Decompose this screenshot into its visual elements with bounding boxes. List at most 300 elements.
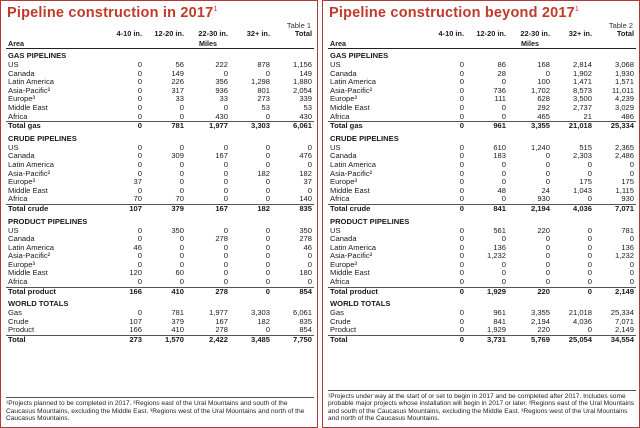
table-row bbox=[328, 278, 636, 287]
row-value: 2,303 bbox=[572, 152, 592, 161]
row-value: 0 bbox=[545, 160, 550, 169]
total-value: 379 bbox=[144, 204, 186, 213]
row-value: 0 bbox=[459, 252, 464, 261]
row-value: 48 bbox=[497, 186, 506, 195]
row-value: 2,365 bbox=[614, 143, 634, 152]
total-value: 0 bbox=[426, 287, 466, 296]
row-value: 930 bbox=[621, 195, 634, 204]
table-1-number: Table 1 bbox=[286, 21, 311, 30]
row-value: 0 bbox=[137, 235, 142, 244]
table-row bbox=[6, 278, 314, 287]
row-label: Africa bbox=[330, 112, 350, 121]
row-value: 430 bbox=[299, 112, 312, 121]
table-row bbox=[328, 161, 636, 170]
row-value: 2,054 bbox=[292, 86, 312, 95]
row-value: 0 bbox=[265, 178, 270, 187]
section-heading bbox=[6, 131, 314, 144]
row-value: 0 bbox=[587, 226, 592, 235]
column-header: 32+ in. bbox=[568, 29, 592, 38]
row-value: 0 bbox=[223, 226, 228, 235]
table-1-panel bbox=[0, 0, 318, 428]
row-value: 0 bbox=[545, 243, 550, 252]
row-value: 0 bbox=[137, 226, 142, 235]
row-value: 0 bbox=[587, 278, 592, 287]
row-value: 24 bbox=[541, 186, 550, 195]
row-label: US bbox=[330, 61, 341, 69]
row-label: Asia-Pacific² bbox=[330, 252, 373, 261]
row-value: 182 bbox=[257, 317, 270, 326]
table-row bbox=[6, 244, 314, 253]
row-label: Middle East bbox=[330, 269, 370, 278]
total-label: Total bbox=[6, 336, 104, 345]
table-row bbox=[6, 227, 314, 236]
row-label: Asia-Pacific² bbox=[8, 252, 51, 261]
row-value: 854 bbox=[299, 326, 312, 335]
total-label: Total product bbox=[6, 287, 104, 296]
row-value: 4,239 bbox=[614, 95, 634, 104]
table-row bbox=[328, 144, 636, 153]
row-value: 930 bbox=[537, 195, 550, 204]
row-value: 2,486 bbox=[614, 152, 634, 161]
header-blank bbox=[594, 39, 636, 49]
row-value: 0 bbox=[459, 160, 464, 169]
table-row bbox=[6, 61, 314, 70]
row-value: 0 bbox=[459, 278, 464, 287]
table-1-footnote: ¹Projects planned to be completed in 2017. ²Regions east of the Ural Mountains and south of the Caucasus Mountains, excluding the Middle East. ³Regions west of the Ural Mountains and north of the Caucasus Mountains. bbox=[6, 397, 314, 423]
row-value: 476 bbox=[299, 152, 312, 161]
table-2 bbox=[328, 29, 636, 345]
table-row bbox=[328, 61, 636, 70]
row-label: Latin America bbox=[8, 78, 55, 87]
row-value: 0 bbox=[587, 260, 592, 269]
row-value: 28 bbox=[497, 69, 506, 78]
row-value: 166 bbox=[129, 326, 142, 335]
row-value: 0 bbox=[545, 235, 550, 244]
row-value: 21 bbox=[583, 112, 592, 121]
section-heading bbox=[6, 49, 314, 62]
row-value: 0 bbox=[265, 278, 270, 287]
table-row bbox=[6, 269, 314, 278]
row-value: 53 bbox=[303, 103, 312, 112]
row-label: US bbox=[8, 61, 19, 69]
row-value: 0 bbox=[137, 186, 142, 195]
section-heading bbox=[6, 214, 314, 227]
row-label: US bbox=[330, 226, 341, 235]
total-value: 3,485 bbox=[230, 336, 272, 345]
table-row bbox=[6, 326, 314, 335]
row-value: 0 bbox=[587, 195, 592, 204]
total-value: 273 bbox=[104, 336, 144, 345]
table-1-title: Pipeline construction in 2017$^1$ bbox=[7, 5, 218, 21]
row-value: 0 bbox=[265, 260, 270, 269]
row-value: 120 bbox=[129, 269, 142, 278]
row-value: 0 bbox=[459, 195, 464, 204]
row-value: 3,303 bbox=[250, 309, 270, 318]
total-value: 781 bbox=[144, 122, 186, 131]
table-row bbox=[328, 235, 636, 244]
row-value: 0 bbox=[629, 269, 634, 278]
table-row bbox=[328, 178, 636, 187]
column-header: 12-20 in. bbox=[476, 29, 506, 38]
section-heading bbox=[328, 296, 636, 309]
total-row bbox=[6, 122, 314, 131]
row-value: 0 bbox=[179, 260, 184, 269]
total-value: 107 bbox=[104, 204, 144, 213]
row-value: 0 bbox=[223, 269, 228, 278]
row-value: 4,036 bbox=[572, 317, 592, 326]
row-value: 0 bbox=[179, 178, 184, 187]
header-blank bbox=[104, 39, 144, 49]
row-value: 339 bbox=[299, 95, 312, 104]
total-value: 1,977 bbox=[186, 122, 230, 131]
total-value: 841 bbox=[466, 204, 508, 213]
header-row bbox=[6, 29, 314, 39]
row-value: 21,018 bbox=[568, 309, 592, 318]
row-label: Latin America bbox=[8, 160, 55, 169]
row-label: Africa bbox=[330, 195, 350, 204]
total-value: 0 bbox=[230, 287, 272, 296]
row-value: 0 bbox=[223, 278, 228, 287]
row-value: 0 bbox=[501, 195, 506, 204]
row-value: 8,573 bbox=[572, 86, 592, 95]
row-value: 0 bbox=[459, 103, 464, 112]
row-value: 0 bbox=[223, 260, 228, 269]
row-value: 220 bbox=[537, 326, 550, 335]
row-label: Latin America bbox=[8, 243, 55, 252]
total-value: 166 bbox=[104, 287, 144, 296]
total-value: 4,036 bbox=[552, 204, 594, 213]
header-units-row bbox=[328, 39, 636, 49]
row-value: 60 bbox=[175, 269, 184, 278]
row-value: 0 bbox=[459, 95, 464, 104]
row-value: 226 bbox=[171, 78, 184, 87]
row-value: 0 bbox=[501, 178, 506, 187]
row-value: 0 bbox=[459, 112, 464, 121]
row-value: 136 bbox=[621, 243, 634, 252]
row-value: 1,043 bbox=[572, 186, 592, 195]
row-value: 0 bbox=[137, 169, 142, 178]
row-value: 0 bbox=[545, 152, 550, 161]
row-value: 0 bbox=[545, 278, 550, 287]
total-value: 182 bbox=[230, 204, 272, 213]
row-value: 2,149 bbox=[614, 326, 634, 335]
row-value: 0 bbox=[223, 143, 228, 152]
row-value: 167 bbox=[215, 317, 228, 326]
row-value: 0 bbox=[501, 169, 506, 178]
row-value: 46 bbox=[303, 243, 312, 252]
row-value: 70 bbox=[133, 195, 142, 204]
row-label: Latin America bbox=[330, 160, 377, 169]
table-row bbox=[6, 95, 314, 104]
row-value: 961 bbox=[493, 309, 506, 318]
row-label: Europe³ bbox=[8, 178, 36, 187]
row-label: Asia-Pacific² bbox=[8, 86, 51, 95]
total-value: 3,303 bbox=[230, 122, 272, 131]
row-label: Europe³ bbox=[8, 260, 36, 269]
row-value: 1,232 bbox=[614, 252, 634, 261]
row-value: 222 bbox=[215, 61, 228, 69]
table-row bbox=[328, 70, 636, 79]
row-value: 25,334 bbox=[610, 309, 634, 318]
row-value: 0 bbox=[587, 269, 592, 278]
row-value: 0 bbox=[137, 260, 142, 269]
header-row bbox=[328, 29, 636, 39]
row-value: 278 bbox=[215, 235, 228, 244]
row-value: 1,571 bbox=[614, 78, 634, 87]
row-label: Product bbox=[330, 326, 357, 335]
row-label: Europe³ bbox=[330, 260, 358, 269]
row-value: 1,929 bbox=[486, 326, 506, 335]
row-value: 0 bbox=[307, 143, 312, 152]
section-heading-label: WORLD TOTALS bbox=[8, 299, 69, 309]
row-value: 0 bbox=[587, 243, 592, 252]
table-row bbox=[328, 170, 636, 179]
row-value: 0 bbox=[545, 178, 550, 187]
column-header: 12-20 in. bbox=[154, 29, 184, 38]
header-blank bbox=[272, 39, 314, 49]
row-value: 356 bbox=[215, 78, 228, 87]
total-value: 961 bbox=[466, 122, 508, 131]
table-row bbox=[6, 161, 314, 170]
total-value: 167 bbox=[186, 204, 230, 213]
row-label: Canada bbox=[330, 235, 357, 244]
row-value: 0 bbox=[501, 235, 506, 244]
row-value: 1,156 bbox=[292, 61, 312, 69]
row-value: 11,011 bbox=[611, 86, 634, 95]
header-blank bbox=[426, 39, 466, 49]
row-label: Canada bbox=[8, 235, 35, 244]
row-value: 0 bbox=[265, 152, 270, 161]
row-value: 0 bbox=[501, 269, 506, 278]
row-value: 0 bbox=[459, 186, 464, 195]
row-value: 561 bbox=[493, 226, 506, 235]
row-value: 180 bbox=[299, 269, 312, 278]
row-value: 430 bbox=[215, 112, 228, 121]
row-value: 1,880 bbox=[292, 78, 312, 87]
row-value: 0 bbox=[137, 95, 142, 104]
table-row bbox=[6, 318, 314, 327]
section-heading-label: WORLD TOTALS bbox=[330, 299, 391, 309]
section-heading-label: PRODUCT PIPELINES bbox=[8, 216, 88, 226]
table-row bbox=[328, 187, 636, 196]
row-value: 0 bbox=[137, 86, 142, 95]
row-label: Africa bbox=[8, 112, 28, 121]
total-row bbox=[328, 336, 636, 345]
row-value: 278 bbox=[299, 235, 312, 244]
table-row bbox=[328, 87, 636, 96]
table-row bbox=[328, 244, 636, 253]
row-value: 0 bbox=[459, 243, 464, 252]
column-header: Total bbox=[294, 29, 312, 38]
row-value: 3,029 bbox=[614, 103, 634, 112]
row-value: 0 bbox=[459, 260, 464, 269]
row-value: 465 bbox=[537, 112, 550, 121]
total-label: Total gas bbox=[328, 122, 426, 131]
row-value: 292 bbox=[537, 103, 550, 112]
table-row bbox=[6, 178, 314, 187]
row-value: 736 bbox=[493, 86, 506, 95]
total-value: 2,194 bbox=[508, 204, 552, 213]
table-row bbox=[6, 235, 314, 244]
total-value: 0 bbox=[426, 336, 466, 345]
row-value: 0 bbox=[587, 235, 592, 244]
header-blank bbox=[6, 29, 104, 39]
row-value: 0 bbox=[179, 278, 184, 287]
table-row bbox=[6, 252, 314, 261]
row-value: 309 bbox=[171, 152, 184, 161]
row-value: 0 bbox=[179, 160, 184, 169]
row-value: 0 bbox=[629, 278, 634, 287]
row-value: 7,071 bbox=[614, 317, 634, 326]
total-row bbox=[6, 336, 314, 345]
row-value: 0 bbox=[137, 143, 142, 152]
row-value: 0 bbox=[223, 160, 228, 169]
row-value: 0 bbox=[545, 169, 550, 178]
row-value: 149 bbox=[299, 69, 312, 78]
row-label: Latin America bbox=[330, 243, 377, 252]
table-row bbox=[328, 269, 636, 278]
total-label: Total product bbox=[328, 287, 426, 296]
row-value: 6,061 bbox=[292, 309, 312, 318]
row-value: 0 bbox=[137, 152, 142, 161]
row-value: 175 bbox=[621, 178, 634, 187]
table-row bbox=[6, 144, 314, 153]
row-value: 56 bbox=[175, 61, 184, 69]
row-value: 3,355 bbox=[530, 309, 550, 318]
row-value: 0 bbox=[501, 260, 506, 269]
row-label: Canada bbox=[8, 69, 35, 78]
row-label: US bbox=[8, 226, 19, 235]
section-heading-label: CRUDE PIPELINES bbox=[8, 133, 77, 143]
row-label: Product bbox=[8, 326, 35, 335]
total-label: Total bbox=[328, 336, 426, 345]
column-header: 22-30 in. bbox=[520, 29, 550, 38]
row-value: 0 bbox=[265, 160, 270, 169]
row-value: 33 bbox=[175, 95, 184, 104]
row-value: 2,194 bbox=[530, 317, 550, 326]
total-value: 835 bbox=[272, 204, 314, 213]
row-value: 0 bbox=[137, 78, 142, 87]
row-label: Asia-Pacific² bbox=[330, 86, 373, 95]
header-blank bbox=[328, 29, 426, 39]
row-value: 1,115 bbox=[615, 186, 634, 195]
row-value: 1,977 bbox=[208, 309, 228, 318]
row-value: 33 bbox=[219, 95, 228, 104]
row-value: 0 bbox=[587, 160, 592, 169]
table-row bbox=[328, 261, 636, 270]
total-row bbox=[6, 287, 314, 296]
row-value: 781 bbox=[171, 309, 184, 318]
section-heading-label: CRUDE PIPELINES bbox=[330, 133, 399, 143]
total-value: 21,018 bbox=[552, 122, 594, 131]
row-value: 278 bbox=[215, 326, 228, 335]
row-value: 0 bbox=[137, 112, 142, 121]
row-value: 0 bbox=[459, 86, 464, 95]
row-value: 0 bbox=[501, 78, 506, 87]
row-value: 379 bbox=[171, 317, 184, 326]
row-value: 0 bbox=[265, 69, 270, 78]
row-value: 0 bbox=[459, 226, 464, 235]
row-value: 0 bbox=[459, 152, 464, 161]
table-row bbox=[6, 152, 314, 161]
section-heading bbox=[328, 214, 636, 227]
table-row bbox=[6, 104, 314, 113]
column-header: 4-10 in. bbox=[116, 29, 142, 38]
row-value: 0 bbox=[223, 169, 228, 178]
row-value: 0 bbox=[501, 160, 506, 169]
row-value: 70 bbox=[175, 195, 184, 204]
row-value: 175 bbox=[579, 178, 592, 187]
row-value: 0 bbox=[459, 61, 464, 69]
table-row bbox=[328, 195, 636, 204]
row-value: 515 bbox=[579, 143, 592, 152]
table-row bbox=[6, 87, 314, 96]
row-label: Middle East bbox=[8, 186, 48, 195]
table-2-number: Table 2 bbox=[608, 21, 633, 30]
total-value: 0 bbox=[104, 122, 144, 131]
row-value: 0 bbox=[265, 326, 270, 335]
table-row bbox=[328, 95, 636, 104]
row-value: 835 bbox=[299, 317, 312, 326]
table-row bbox=[328, 78, 636, 87]
table-row bbox=[328, 309, 636, 318]
row-label: Canada bbox=[330, 152, 357, 161]
row-value: 841 bbox=[493, 317, 506, 326]
column-header: 22-30 in. bbox=[198, 29, 228, 38]
section-heading-label: GAS PIPELINES bbox=[330, 51, 389, 60]
section-heading bbox=[328, 131, 636, 144]
row-label: Canada bbox=[8, 152, 35, 161]
row-value: 0 bbox=[545, 252, 550, 261]
row-value: 0 bbox=[545, 260, 550, 269]
row-value: 0 bbox=[137, 160, 142, 169]
row-value: 53 bbox=[261, 103, 270, 112]
row-value: 0 bbox=[545, 69, 550, 78]
row-value: 0 bbox=[265, 235, 270, 244]
row-value: 1,902 bbox=[572, 69, 592, 78]
total-value: 220 bbox=[508, 287, 552, 296]
total-value: 25,334 bbox=[594, 122, 636, 131]
row-value: 0 bbox=[629, 169, 634, 178]
total-value: 25,054 bbox=[552, 336, 594, 345]
total-row bbox=[328, 287, 636, 296]
row-value: 801 bbox=[257, 86, 270, 95]
row-value: 220 bbox=[537, 226, 550, 235]
row-value: 183 bbox=[493, 152, 506, 161]
area-header: Area bbox=[328, 39, 426, 49]
row-value: 0 bbox=[629, 260, 634, 269]
row-value: 2,814 bbox=[572, 61, 592, 69]
row-value: 781 bbox=[621, 226, 634, 235]
table-2-footnote: ¹Projects under way at the start of or set to begin in 2017 and be completed after 2017. Includes some probable major projects whose installation will begin in 2017 or later. ²Regions east of the Ural Mountains and south of the Caucasus Mountains, excluding the Middle East. ³Regions west of the Ural Mountains and north of the Caucasus Mountains. bbox=[328, 390, 636, 423]
row-value: 317 bbox=[171, 86, 184, 95]
table-row bbox=[6, 309, 314, 318]
row-value: 0 bbox=[459, 309, 464, 318]
row-value: 140 bbox=[299, 195, 312, 204]
row-value: 0 bbox=[179, 235, 184, 244]
row-value: 0 bbox=[265, 195, 270, 204]
row-value: 3,068 bbox=[614, 61, 634, 69]
total-row bbox=[328, 204, 636, 213]
row-label: Middle East bbox=[330, 103, 370, 112]
row-value: 3,500 bbox=[572, 95, 592, 104]
table-row bbox=[328, 252, 636, 261]
row-label: US bbox=[330, 143, 341, 152]
table-row bbox=[6, 170, 314, 179]
row-value: 0 bbox=[137, 278, 142, 287]
section-heading bbox=[328, 49, 636, 62]
row-value: 0 bbox=[501, 112, 506, 121]
